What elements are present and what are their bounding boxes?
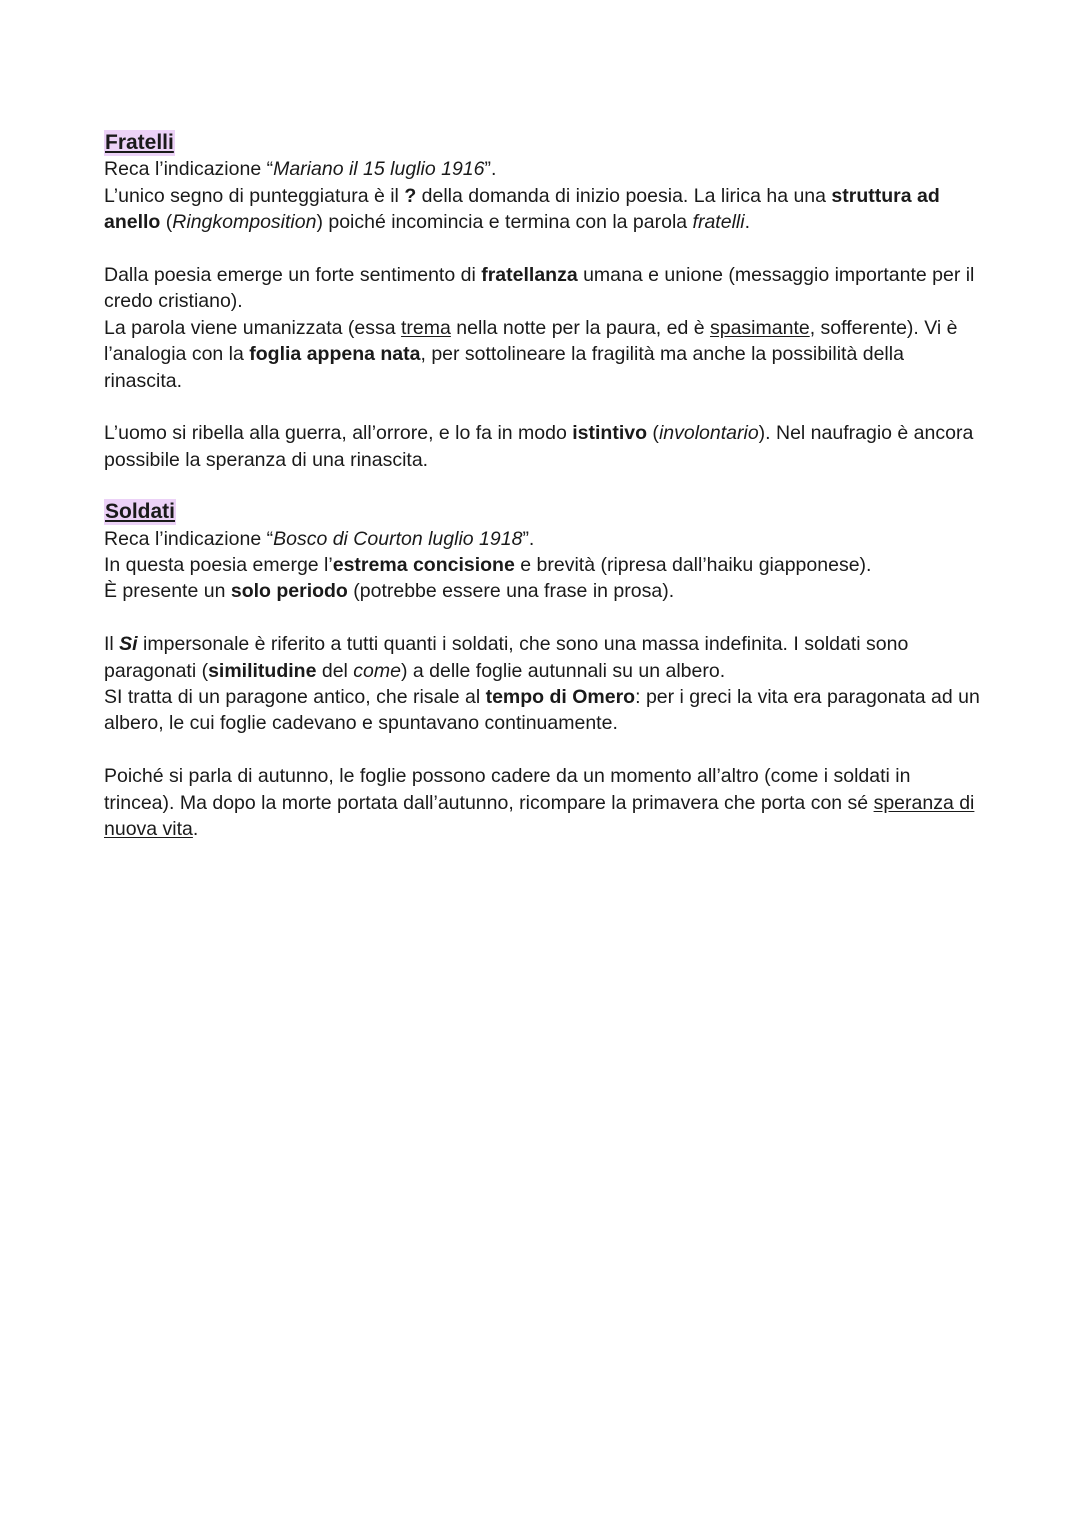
text-run: istintivo: [572, 422, 648, 445]
soldati-paragraph-1: [104, 526, 984, 605]
text-run: ) poiché incomincia e termina con la parola: [316, 211, 693, 234]
soldati-paragraph-3: [104, 763, 984, 842]
text-run: della domanda di inizio poesia. La lirica ha una: [416, 184, 832, 207]
text-run: spasimante: [709, 316, 810, 339]
text-run: umana e unione (messaggio importante per il credo cristiano).: [104, 264, 975, 313]
text-run: speranza di nuova vita: [104, 791, 975, 841]
text-run: In questa poesia emerge l’: [104, 554, 333, 577]
text-run: ”.: [522, 527, 535, 550]
text-run: foglia appena nata: [249, 343, 421, 366]
text-run: Il: [104, 633, 120, 656]
text-run: Mariano il 15 luglio 1916: [273, 158, 485, 181]
text-run: (: [160, 211, 173, 234]
text-run: (potrebbe essere una frase in prosa).: [347, 580, 675, 603]
text-run: (: [647, 422, 659, 445]
text-run: similitudine: [208, 659, 317, 682]
document-page: [104, 130, 984, 843]
text-run: : per i greci la vita era paragonata ad un albero, le cui foglie cadevano e spuntavano continuamente.: [104, 686, 980, 735]
text-run: È presente un: [104, 580, 231, 603]
text-run: ). Nel naufragio è ancora possibile la speranza di una rinascita.: [104, 422, 974, 471]
text-run: La parola viene umanizzata (essa: [104, 316, 402, 339]
section-soldati: [104, 499, 984, 842]
text-run: ?: [404, 184, 417, 207]
text-run: ”.: [484, 158, 497, 181]
fratelli-paragraph-3: [104, 420, 984, 473]
text-run: solo periodo: [230, 580, 348, 603]
text-run: impersonale è riferito a tutti quanti i soldati, che sono una massa indefinita. I soldati sono paragonati (: [104, 633, 909, 682]
text-run: , per sottolineare la fragilità ma anche la possibilità della rinascita.: [104, 343, 904, 392]
text-run: Reca l’indicazione “: [104, 158, 274, 181]
text-run: L’unico segno di punteggiatura è il: [104, 184, 405, 207]
soldati-paragraph-2: [104, 631, 984, 737]
text-run: trema: [401, 316, 451, 339]
text-run: fratellanza: [481, 264, 578, 287]
fratelli-paragraph-2: [104, 262, 984, 394]
text-run: struttura ad anello: [104, 184, 940, 234]
section-title-fratelli: Fratelli: [105, 131, 174, 154]
text-run: involontario: [658, 422, 759, 445]
text-run: come: [353, 659, 401, 682]
text-run: ) a delle foglie autunnali su un albero.: [400, 659, 726, 682]
text-run: Poiché si parla di autunno, le foglie possono cadere da un momento all’altro (come i soldati in trincea). Ma dopo la morte portata dall’autunno, ricompare la primavera che porta con sé: [104, 765, 911, 814]
text-run: Reca l’indicazione “: [104, 527, 274, 550]
text-run: , sofferente). Vi è l’analogia con la: [104, 316, 958, 366]
text-run: Bosco di Courton luglio 1918: [273, 527, 523, 550]
fratelli-paragraph-1: [104, 156, 984, 235]
text-run: .: [192, 818, 199, 841]
text-run: Ringkomposition: [172, 211, 317, 234]
text-run: tempo di Omero: [485, 686, 636, 709]
text-run: fratelli: [692, 211, 745, 234]
text-run: .: [744, 211, 750, 234]
text-run: nella notte per la paura, ed è: [450, 316, 710, 339]
text-run: L’uomo si ribella alla guerra, all’orrore, e lo fa in modo: [104, 422, 573, 445]
text-run: e brevità (ripresa dall’haiku giapponese).: [514, 554, 872, 577]
text-run: Si: [119, 633, 138, 656]
text-run: estrema concisione: [332, 554, 515, 577]
text-run: SI tratta di un paragone antico, che risale al: [104, 686, 486, 709]
section-title-soldati: Soldati: [105, 500, 176, 524]
text-run: Dalla poesia emerge un forte sentimento di: [104, 264, 482, 287]
section-fratelli: [104, 130, 984, 473]
text-run: del: [316, 659, 354, 682]
